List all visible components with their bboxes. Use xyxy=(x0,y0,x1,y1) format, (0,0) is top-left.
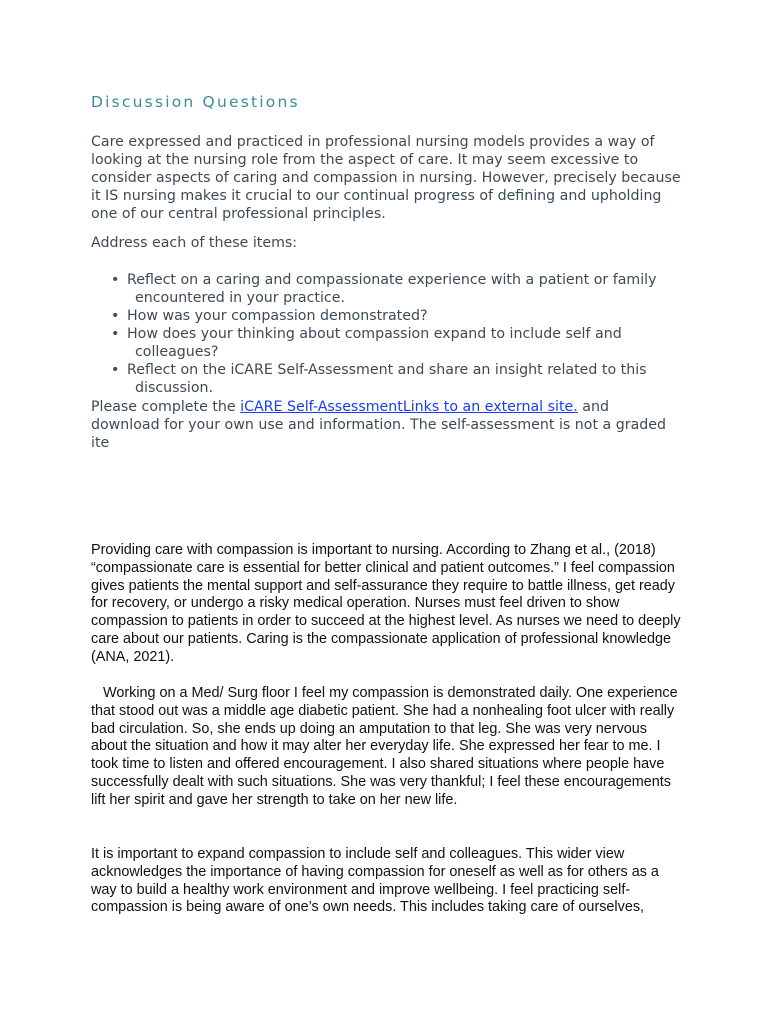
list-item xyxy=(111,307,675,325)
discussion-items-list xyxy=(111,271,675,397)
response-paragraph-2: Working on a Med/ Surg floor I feel my compassion is demonstrated daily. One experience that stood out was a middle age diabetic patient. She had a nonhealing foot ulcer with really bad circulation. So, she ends up doing an amputation to that leg. She was very nervous about the situation and how it may alter her everyday life. She expressed her fear to me. I took time to listen and offered encouragement. I also shared situations where people have successfully dealt with such situations. She was very thankful; I feel these encouragements lift her spirit and gave her strength to take on her new life. xyxy=(91,685,678,808)
intro-paragraph: Care expressed and practiced in professional nursing models provides a way of looking at the nursing role from the aspect of care. It may seem excessive to consider aspects of caring and compassion in nursing. However, precisely because it IS nursing makes it crucial to our continual progress of defining and upholding one of our central professional principles. xyxy=(91,134,681,222)
list-item xyxy=(111,271,675,307)
list-item-text: How does your thinking about compassion expand to include self and colleagues? xyxy=(127,326,622,360)
section-heading: Discussion Questions xyxy=(91,93,300,111)
assessment-instruction xyxy=(91,398,681,452)
instruction-text-start: Please complete the xyxy=(91,399,241,415)
list-item-text: How was your compassion demonstrated? xyxy=(127,308,428,324)
instruction-text-end: and download for your own use and information. The self-assessment is not a graded ite xyxy=(91,399,667,451)
list-item-text: Reflect on a caring and compassionate experience with a patient or family encountered in your practice. xyxy=(127,272,657,306)
address-label: Address each of these items: xyxy=(91,235,298,251)
bullet-icon: • xyxy=(111,272,120,288)
response-paragraph-3: It is important to expand compassion to include self and colleagues. This wider view acknowledges the importance of having compassion for oneself as well as for others as a way to build a healthy work environment and improve wellbeing. I feel practicing self-compassion is being aware of one’s own needs. This includes taking care of ourselves, xyxy=(91,846,659,916)
list-item xyxy=(111,325,675,361)
response-paragraph-1: Providing care with compassion is important to nursing. According to Zhang et al., (2018) “compassionate care is essential for better clinical and patient outcomes.” I feel compassion gives patients the mental support and self-assurance they require to battle illness, get ready for recovery, or undergo a risky medical operation. Nurses must feel driven to show compassion to patients in order to succeed at the highest level. As nurses we need to deeply care about our patients. Caring is the compassionate application of professional knowledge (ANA, 2021). xyxy=(91,542,681,665)
bullet-icon: • xyxy=(111,326,120,342)
list-item-text: Reflect on the iCARE Self-Assessment and share an insight related to this discussion. xyxy=(127,362,647,396)
list-item xyxy=(111,361,675,397)
bullet-icon: • xyxy=(111,308,120,324)
bullet-icon: • xyxy=(111,362,120,378)
icare-self-assessment-link[interactable]: iCARE Self-AssessmentLinks to an external site. xyxy=(240,399,578,415)
